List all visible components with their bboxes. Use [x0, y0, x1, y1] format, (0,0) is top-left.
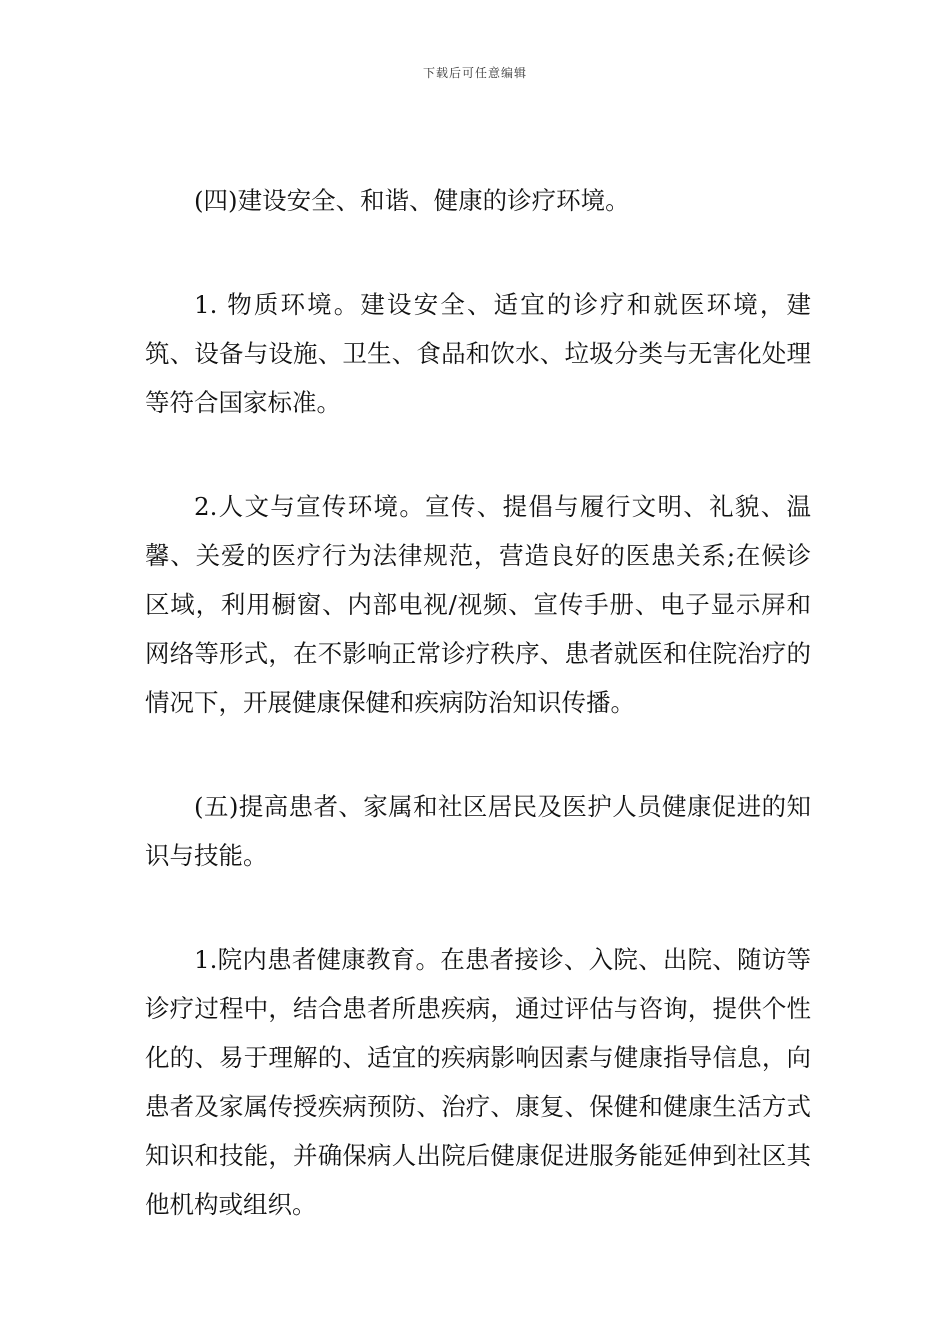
section-heading-four: (四)建设安全、和谐、健康的诊疗环境。 [194, 186, 630, 215]
paragraph-gap [145, 880, 811, 935]
page-header: 下载后可任意编辑 [422, 66, 527, 80]
section-heading-five: (五)提高患者、家属和社区居民及医护人员健康促进的知识与技能。 [145, 792, 811, 870]
paragraph-gap [145, 427, 811, 482]
paragraph-physical-environment: 1. 物质环境。建设安全、适宜的诊疗和就医环境，建筑、设备与设施、卫生、食品和饮水、垃圾分类与无害化处理等符合国家标准。 [145, 290, 811, 417]
paragraph-patient-education: 1.院内患者健康教育。在患者接诊、入院、出院、随访等诊疗过程中，结合患者所患疾病，通过评估与咨询，提供个性化的、易于理解的、适宜的疾病影响因素与健康指导信息，向患者及家属传授疾病预防、治疗、康复、保健和健康生活方式知识和技能，并确保病人出院后健康促进服务能延伸到社区其他机构或组织。 [145, 945, 811, 1219]
document-body [145, 176, 811, 1229]
paragraph-gap [145, 225, 811, 280]
paragraph-cultural-environment: 2.人文与宣传环境。宣传、提倡与履行文明、礼貌、温馨、关爱的医疗行为法律规范，营造良好的医患关系;在候诊区域，利用橱窗、内部电视/视频、宣传手册、电子显示屏和网络等形式，在不影响正常诊疗秩序、患者就医和住院治疗的情况下，开展健康保健和疾病防治知识传播。 [145, 492, 811, 717]
paragraph-gap [145, 727, 811, 782]
